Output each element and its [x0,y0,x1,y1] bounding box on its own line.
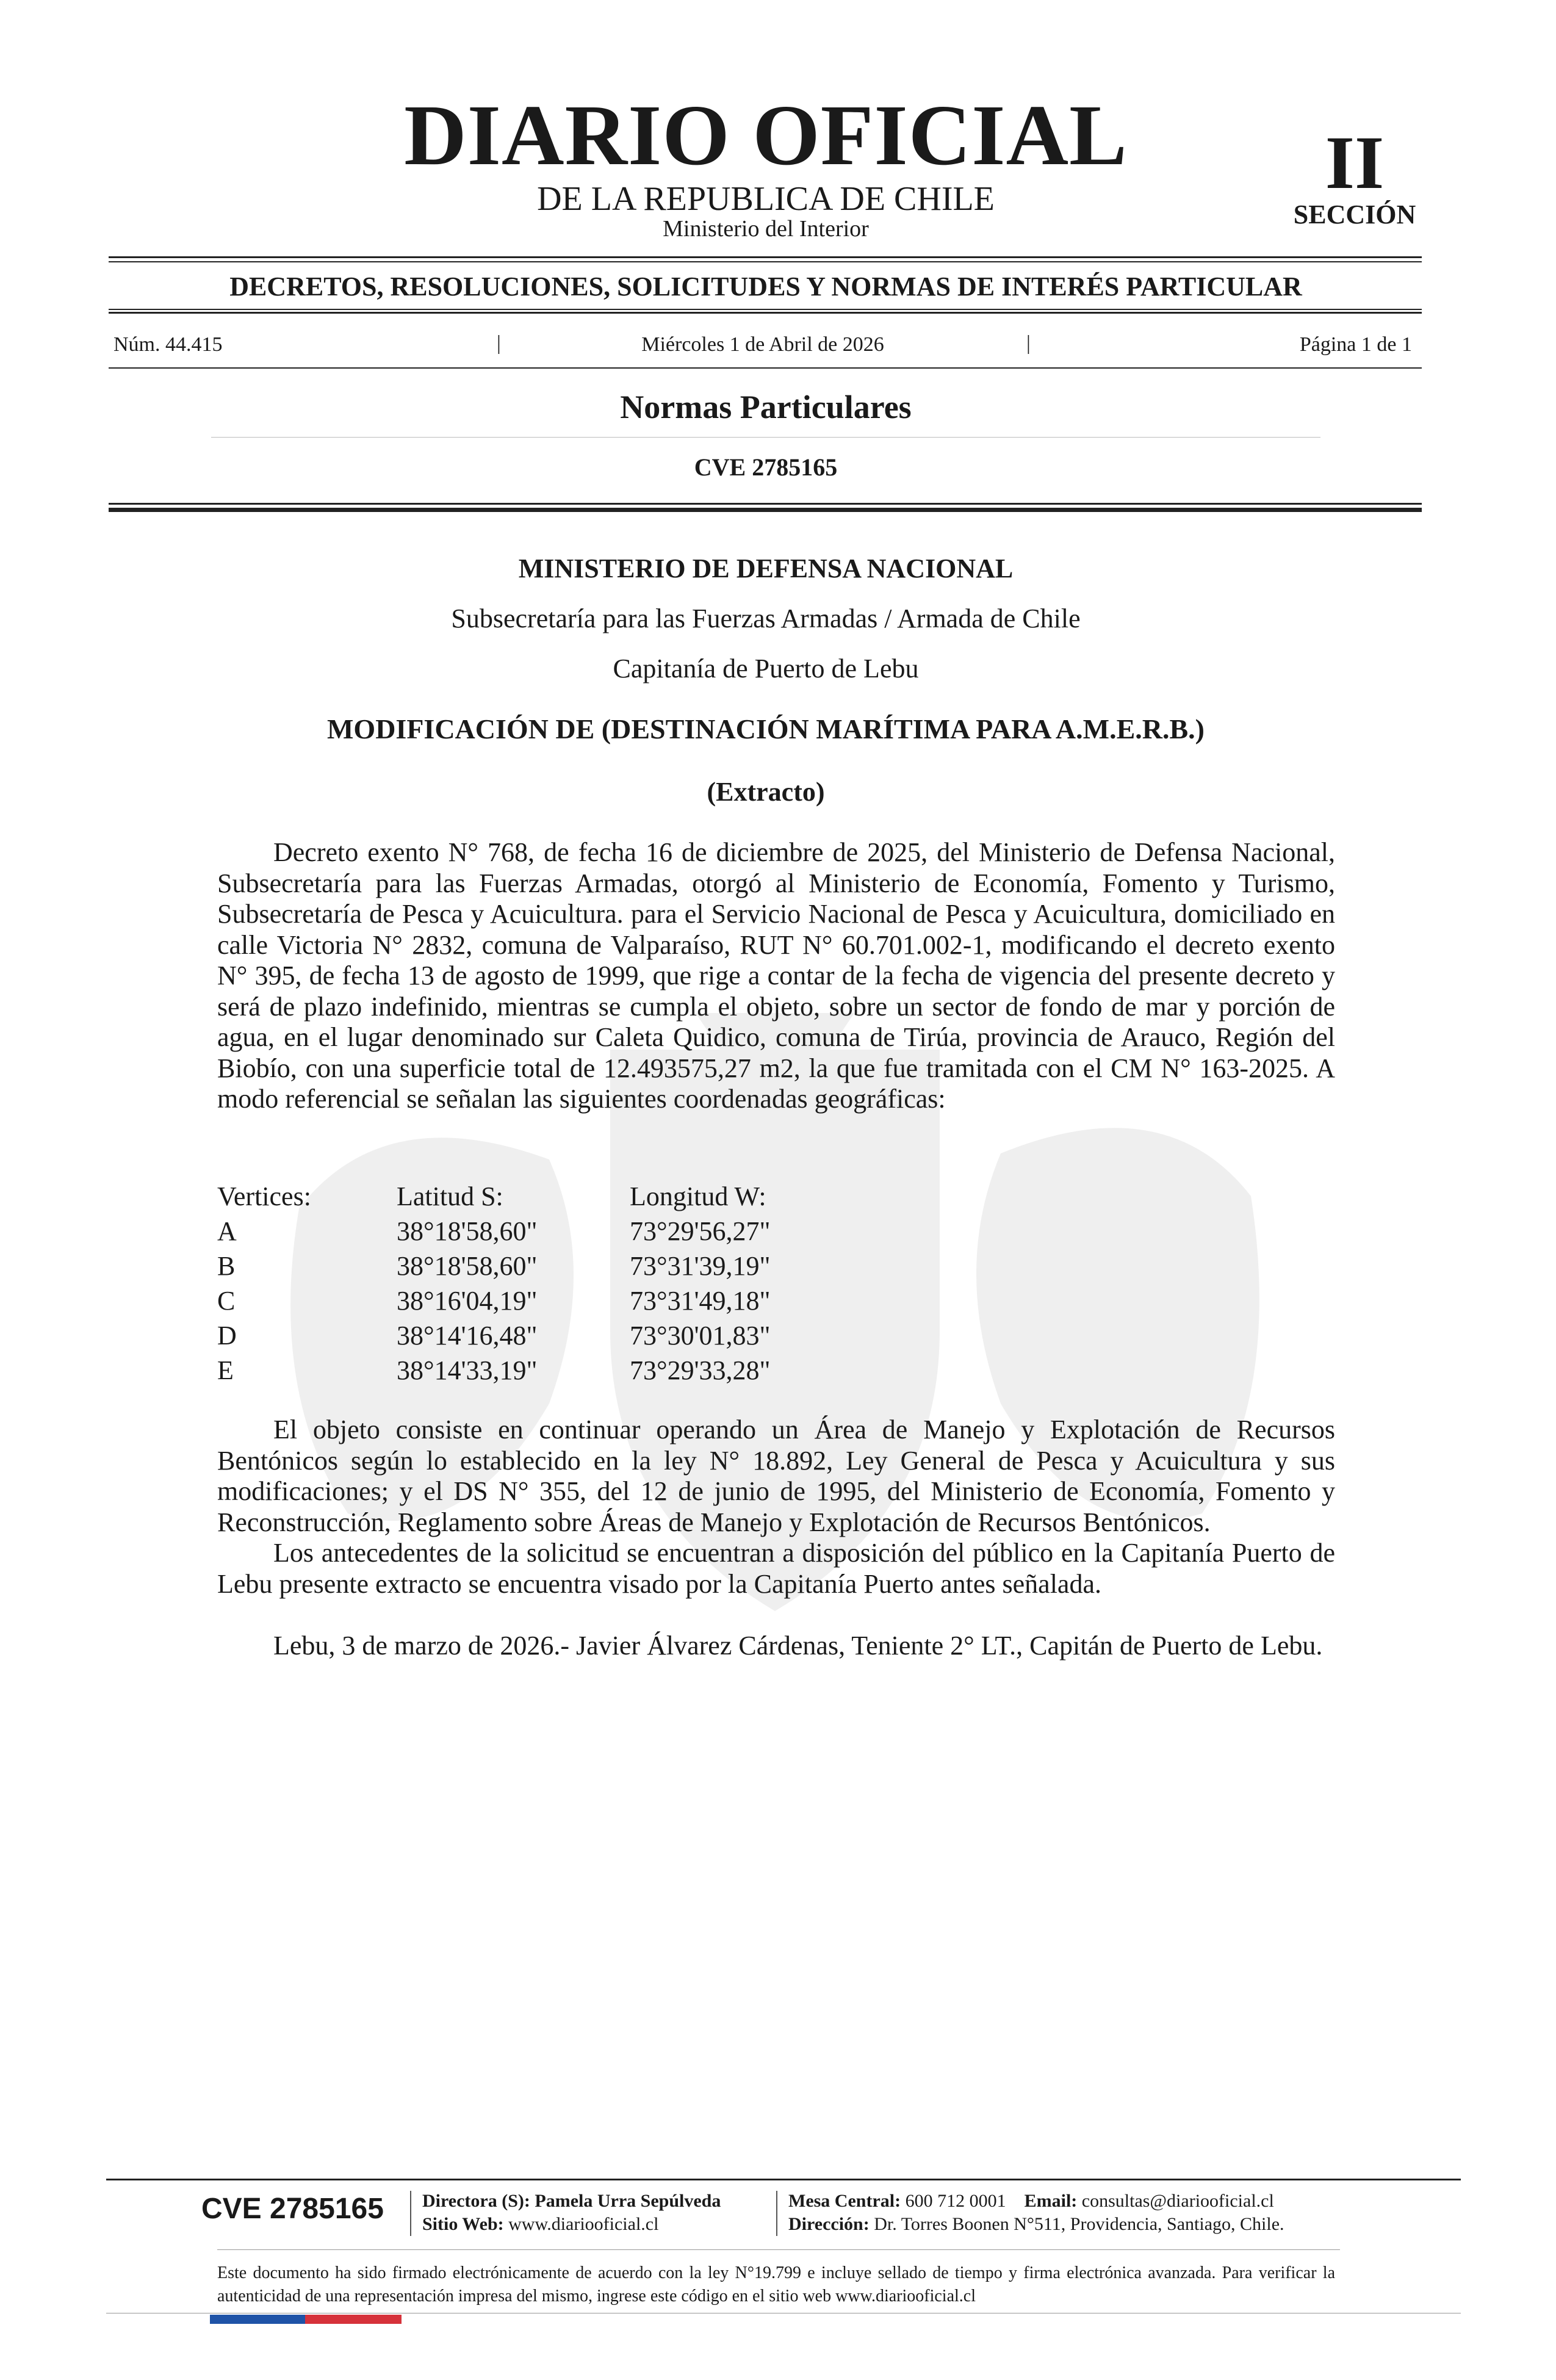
body-paragraph: Los antecedentes de la solicitud se encuentran a disposición del público en la Capitanía Puerto de Lebu presente extracto se encuentra visado por la Capitanía Puerto antes señalada. [217,1538,1335,1599]
longitude-cell: 73°29'33,28" [630,1355,771,1385]
vertex-label: A [217,1216,237,1246]
header-double-rule [109,503,1422,505]
table-row [217,1318,770,1353]
issue-page: Página 1 de 1 [1299,333,1412,356]
longitude-cell: 73°31'39,19" [630,1251,771,1281]
issuing-subsecretaria: Subsecretaría para las Fuerzas Armadas / Armada de Chile [451,604,1081,633]
extract-label: (Extracto) [707,777,825,807]
section-label: SECCIÓN [1293,200,1416,229]
column-header: Vertices: [217,1181,311,1211]
footer-rule-top [106,2179,1461,2180]
footer-divider [776,2191,777,2236]
longitude-cell: 73°30'01,83" [630,1321,771,1350]
footer-divider [410,2191,411,2236]
section-heading: Normas Particulares [620,389,912,425]
issue-separator: | [1026,332,1031,355]
website-label: Sitio Web: [422,2214,504,2234]
issuing-ministry: MINISTERIO DE DEFENSA NACIONAL [518,554,1014,583]
website-link[interactable]: www.diariooficial.cl [508,2214,659,2234]
footer-rule-middle [217,2249,1340,2250]
vertex-label: B [217,1251,236,1281]
address-label: Dirección: [788,2214,870,2234]
masthead-rule-top-thin [109,261,1422,262]
phone-number: 600 712 0001 [905,2191,1006,2211]
latitude-cell: 38°14'16,48" [397,1321,538,1350]
director-label: Directora (S): [422,2191,530,2211]
email-label: Email: [1024,2191,1078,2211]
header-double-rule-thick [109,508,1422,512]
table-row [217,1214,770,1249]
section-heading-rule [211,437,1320,438]
vertex-label: C [217,1286,236,1316]
issue-number: Núm. 44.415 [113,333,223,356]
issue-rule [109,367,1422,369]
newspaper-ministry: Ministerio del Interior [663,216,869,242]
column-header: Latitud S: [397,1181,503,1211]
longitude-cell: 73°31'49,18" [630,1286,771,1316]
latitude-cell: 38°14'33,19" [397,1355,538,1385]
table-row [217,1249,770,1283]
latitude-cell: 38°18'58,60" [397,1216,538,1246]
coordinates-table [217,1179,770,1388]
column-header: Longitud W: [630,1181,766,1211]
issuing-capitania: Capitanía de Puerto de Lebu [613,654,919,683]
longitude-cell: 73°29'56,27" [630,1216,771,1246]
issue-separator: | [497,332,501,355]
category-heading: DECRETOS, RESOLUCIONES, SOLICITUDES Y NORMAS DE INTERÉS PARTICULAR [229,272,1302,301]
newspaper-title: DIARIO OFICIAL [404,87,1128,183]
email-link[interactable]: consultas@diariooficial.cl [1081,2191,1274,2211]
footer-cve-code: CVE 2785165 [201,2193,384,2225]
cve-code: CVE 2785165 [694,453,838,481]
table-row [217,1353,770,1388]
newspaper-subtitle: DE LA REPUBLICA DE CHILE [537,180,995,218]
flag-stripe-blue [210,2315,305,2324]
latitude-cell: 38°16'04,19" [397,1286,538,1316]
body-paragraph: Decreto exento N° 768, de fecha 16 de diciembre de 2025, del Ministerio de Defensa Nacional, Subsecretaría para las Fuerzas Armadas, otorgó al Ministerio de Economía, Fomento y Turismo, Subsecretaría de Pesca y Acuicultura. para el Servicio Nacional de Pesca y Acuicultura, domiciliado en calle Victoria N° 2832, comuna de Valparaíso, RUT N° 60.701.002-1, modificando el decreto exento N° 395, de fecha 13 de agosto de 1999, que rige a contar de la fecha de vigencia del presente decreto y será de plazo indefinido, mientras se cumpla el objeto, sobre un sector de fondo de mar y porción de agua, en el lugar denominado sur Caleta Quidico, comuna de Tirúa, provincia de Arauco, Región del Biobío, con una superficie total de 12.493575,27 m2, la que fue tramitada con el CM N° 163-2025. A modo referencial se señalan las siguientes coordenadas geográficas: [217,837,1335,1114]
phone-label: Mesa Central: [788,2191,901,2211]
body-paragraph: El objeto consiste en continuar operando un Área de Manejo y Explotación de Recursos Bentónicos según lo establecido en la ley N° 18.892, Ley General de Pesca y Acuicultura y sus modificaciones; y el DS N° 355, del 12 de junio de 1995, del Ministerio de Economía, Fomento y Reconstrucción, Reglamento sobre Áreas de Manejo y Explotación de Recursos Bentónicos. [217,1415,1335,1537]
signature-line: Lebu, 3 de marzo de 2026.- Javier Álvarez Cárdenas, Teniente 2° LT., Capitán de Puerto de Lebu. [273,1631,1323,1661]
vertex-label: E [217,1355,234,1385]
coordinates-header-row [217,1179,770,1214]
director-name: Pamela Urra Sepúlveda [535,2191,721,2211]
section-number: II [1325,121,1385,204]
issue-date: Miércoles 1 de Abril de 2026 [641,333,884,356]
category-rule-bottom [109,309,1422,310]
footer-contact-block [788,2190,1284,2236]
issue-info-row [110,334,1416,359]
document-title: MODIFICACIÓN DE (DESTINACIÓN MARÍTIMA PARA A.M.E.R.B.) [327,713,1205,745]
latitude-cell: 38°18'58,60" [397,1251,538,1281]
flag-stripe-red [305,2315,402,2324]
vertex-label: D [217,1321,237,1350]
table-row [217,1283,770,1318]
legal-note: Este documento ha sido firmado electrónicamente de acuerdo con la ley N°19.799 e incluye sellado de tiempo y firma electrónica avanzada. Para verificar la autenticidad de una representación impresa del mismo, ingrese este código en el sitio web www.diariooficial.cl [217,2263,1335,2306]
address-text: Dr. Torres Boonen N°511, Providencia, Santiago, Chile. [874,2214,1284,2234]
masthead-rule-top [109,256,1422,258]
category-rule-bottom-thick [109,312,1422,314]
footer-director-block [422,2190,721,2236]
